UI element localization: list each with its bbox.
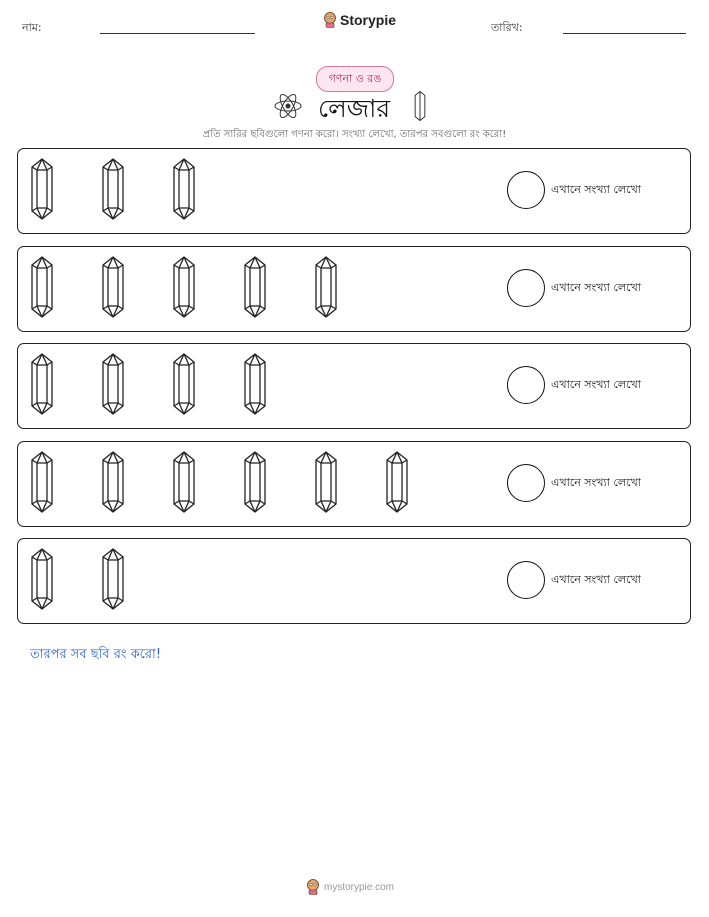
crystal-icon xyxy=(101,158,125,224)
crystal-icon xyxy=(30,353,54,419)
answer-circle[interactable] xyxy=(507,269,545,307)
crystal-icon xyxy=(172,256,196,322)
crystal-icon xyxy=(101,548,125,614)
crystal-icon xyxy=(243,451,267,517)
answer-prompt: এখানে সংখ্যা লেখো xyxy=(551,378,641,391)
brand-logo xyxy=(323,12,396,28)
brand-name: Storypie xyxy=(340,12,397,28)
count-row xyxy=(17,538,691,624)
name-field[interactable] xyxy=(100,33,255,34)
instructions: প্রতি সারির ছবিগুলো গণনা করো। সংখ্যা লেখো, তারপর সবগুলো রং করো! xyxy=(202,129,507,140)
crystal-icon xyxy=(30,548,54,614)
answer-circle[interactable] xyxy=(507,464,545,502)
crystal-icon xyxy=(172,158,196,224)
page-title: লেজার xyxy=(318,94,391,123)
count-row xyxy=(17,441,691,527)
storypie-mascot-icon xyxy=(306,879,320,895)
atom-icon xyxy=(273,91,303,121)
answer-prompt: এখানে সংখ্যা লেখো xyxy=(551,183,641,196)
answer-circle[interactable] xyxy=(507,561,545,599)
storypie-mascot-icon xyxy=(323,12,337,28)
crystal-icon xyxy=(385,451,409,517)
answer-prompt: এখানে সংখ্যা লেখো xyxy=(551,280,641,294)
name-label: নাম: xyxy=(22,21,42,34)
crystal-icon xyxy=(101,256,125,322)
answer-circle[interactable] xyxy=(507,171,545,209)
crystal-icon xyxy=(172,451,196,517)
crystal-icon xyxy=(30,158,54,224)
count-row xyxy=(17,246,691,332)
footer xyxy=(306,879,394,895)
crystal-icon xyxy=(101,451,125,517)
crystal-icon xyxy=(314,256,338,322)
crystal-icon xyxy=(243,256,267,322)
answer-circle[interactable] xyxy=(507,366,545,404)
crystal-icon xyxy=(101,353,125,419)
crystal-icon xyxy=(30,451,54,517)
site-url: mystorypie.com xyxy=(324,881,395,893)
crystal-icon xyxy=(30,256,54,322)
color-instruction: তারপর সব ছবি রং করো! xyxy=(30,647,162,662)
answer-prompt: এখানে সংখ্যা লেখো xyxy=(551,475,641,489)
date-label: তারিখ: xyxy=(491,21,523,34)
crystal-icon xyxy=(314,451,338,517)
crystal-icon xyxy=(243,353,267,419)
answer-prompt: এখানে সংখ্যা লেখো xyxy=(551,573,641,586)
date-field[interactable] xyxy=(563,33,686,34)
count-row xyxy=(17,148,691,234)
crystal-icon xyxy=(172,353,196,419)
count-row xyxy=(17,343,691,429)
crystal-icon xyxy=(414,91,426,121)
category-label: গণনা ও রঙ xyxy=(328,71,382,85)
title-row xyxy=(0,88,709,124)
